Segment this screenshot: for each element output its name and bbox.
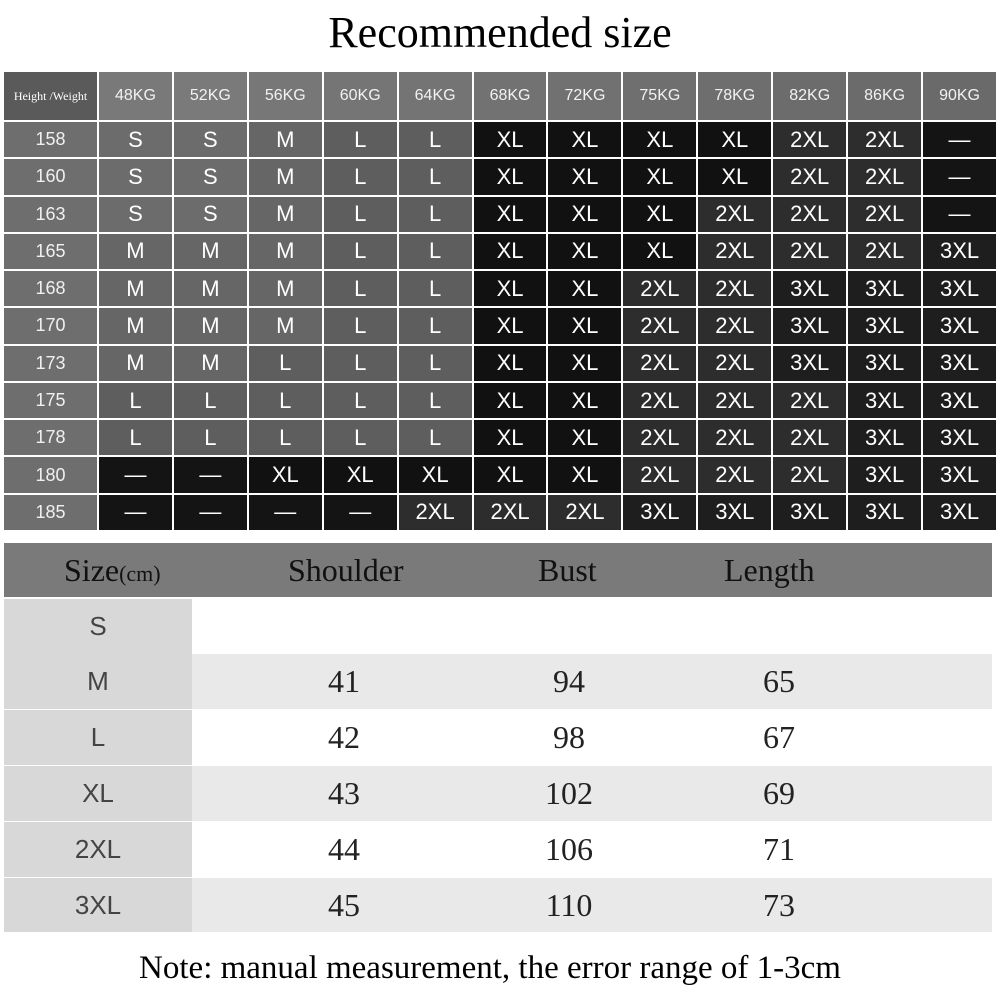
size-column-header	[64, 543, 161, 597]
size-cell: 3XL	[848, 271, 921, 306]
size-cell: 3XL	[923, 346, 996, 381]
shoulder-column-header: Shoulder	[288, 552, 404, 588]
grid-corner-label: Height /Weight	[4, 72, 97, 120]
size-cell: 3XL	[848, 308, 921, 343]
size-cell: —	[99, 495, 172, 530]
size-cell: —	[99, 457, 172, 492]
size-cell: 3XL	[773, 271, 846, 306]
size-cell: 3XL	[698, 495, 771, 530]
shoulder-value: 44	[328, 831, 360, 867]
size-cell: —	[174, 457, 247, 492]
size-cell: M	[249, 197, 322, 232]
size-cell: XL	[548, 346, 621, 381]
size-cell: M	[174, 346, 247, 381]
size-cell: —	[324, 495, 397, 530]
bust-value: 102	[545, 775, 593, 811]
size-cell: S	[99, 122, 172, 157]
size-cell: XL	[548, 271, 621, 306]
size-cell: M	[174, 234, 247, 269]
size-cell: XL	[698, 122, 771, 157]
size-cell: XL	[623, 122, 696, 157]
size-cell: S	[174, 122, 247, 157]
size-cell: M	[99, 308, 172, 343]
shoulder-value: 41	[328, 663, 360, 699]
size-cell: 2XL	[548, 495, 621, 530]
weight-header: 86KG	[848, 72, 921, 120]
size-cell: L	[399, 420, 472, 455]
size-cell: L	[324, 197, 397, 232]
size-cell: L	[399, 159, 472, 194]
size-cell: XL	[474, 308, 547, 343]
measurement-row	[4, 878, 992, 932]
size-cell: 2XL	[623, 271, 696, 306]
length-column-header: Length	[724, 552, 815, 588]
bust-value: 110	[545, 886, 593, 923]
size-cell: —	[174, 495, 247, 530]
height-header: 163	[4, 197, 97, 232]
size-cell: XL	[548, 420, 621, 455]
length-value: 65	[763, 663, 795, 699]
height-header: 185	[4, 495, 97, 530]
size-cell: XL	[474, 159, 547, 194]
size-cell: M	[99, 346, 172, 381]
size-cell: 3XL	[923, 308, 996, 343]
size-cell: XL	[249, 457, 322, 492]
height-header: 168	[4, 271, 97, 306]
size-cell: 2XL	[698, 234, 771, 269]
size-cell: M	[249, 159, 322, 194]
size-cell: 3XL	[923, 457, 996, 492]
size-cell: L	[324, 308, 397, 343]
size-cell: 3XL	[848, 420, 921, 455]
size-cell: L	[249, 420, 322, 455]
measurement-size-cell: S	[4, 599, 192, 654]
height-header: 160	[4, 159, 97, 194]
length-value: 73	[763, 886, 795, 923]
size-cell: L	[399, 383, 472, 418]
size-cell: 3XL	[773, 308, 846, 343]
weight-header: 48KG	[99, 72, 172, 120]
size-cell: L	[324, 122, 397, 157]
measurement-size-cell: XL	[4, 766, 192, 821]
size-cell: XL	[399, 457, 472, 492]
shoulder-value: 45	[328, 886, 360, 923]
size-cell: 2XL	[623, 308, 696, 343]
size-cell: 2XL	[698, 346, 771, 381]
size-cell: XL	[548, 197, 621, 232]
size-cell: L	[399, 234, 472, 269]
bust-value: 106	[545, 831, 593, 867]
size-cell: 2XL	[773, 457, 846, 492]
size-cell: M	[249, 271, 322, 306]
size-cell: XL	[474, 420, 547, 455]
size-cell: 3XL	[923, 495, 996, 530]
size-cell: 2XL	[773, 159, 846, 194]
size-cell: 3XL	[773, 346, 846, 381]
size-cell: S	[174, 197, 247, 232]
size-cell: L	[324, 383, 397, 418]
size-cell: 2XL	[773, 234, 846, 269]
bust-value: 98	[553, 719, 585, 755]
measurement-size-cell: M	[4, 654, 192, 709]
weight-header: 68KG	[474, 72, 547, 120]
size-cell: 2XL	[848, 234, 921, 269]
measurement-row	[4, 599, 992, 654]
size-cell: M	[99, 234, 172, 269]
weight-header: 78KG	[698, 72, 771, 120]
size-cell: 2XL	[623, 346, 696, 381]
length-value: 71	[763, 831, 795, 867]
size-cell: M	[249, 308, 322, 343]
size-cell: —	[923, 197, 996, 232]
size-cell: 2XL	[623, 420, 696, 455]
weight-header: 56KG	[249, 72, 322, 120]
size-cell: 2XL	[698, 197, 771, 232]
size-cell: L	[399, 346, 472, 381]
size-unit-label: (cm)	[119, 561, 161, 586]
size-cell: S	[99, 197, 172, 232]
size-cell: 2XL	[773, 383, 846, 418]
shoulder-value: 42	[328, 719, 360, 755]
size-cell: XL	[548, 308, 621, 343]
size-cell: 3XL	[923, 420, 996, 455]
size-cell: L	[324, 159, 397, 194]
weight-header: 72KG	[548, 72, 621, 120]
size-cell: 2XL	[773, 122, 846, 157]
size-cell: 3XL	[923, 271, 996, 306]
bust-column-header: Bust	[538, 552, 597, 588]
size-cell: 2XL	[698, 383, 771, 418]
size-cell: L	[99, 420, 172, 455]
size-cell: 2XL	[848, 122, 921, 157]
size-cell: XL	[474, 383, 547, 418]
size-cell: L	[324, 234, 397, 269]
shoulder-value: 43	[328, 775, 360, 811]
length-value: 67	[763, 719, 795, 755]
measurement-table-header	[4, 543, 992, 597]
size-cell: L	[99, 383, 172, 418]
size-cell: 3XL	[848, 495, 921, 530]
size-cell: XL	[623, 234, 696, 269]
size-cell: 2XL	[773, 197, 846, 232]
size-cell: 2XL	[848, 159, 921, 194]
size-cell: L	[399, 271, 472, 306]
size-cell: L	[174, 383, 247, 418]
size-cell: XL	[623, 159, 696, 194]
size-cell: L	[399, 197, 472, 232]
bust-value: 94	[553, 663, 585, 699]
size-cell: M	[249, 234, 322, 269]
measurement-size-cell: 2XL	[4, 822, 192, 877]
size-cell: M	[99, 271, 172, 306]
size-cell: 3XL	[848, 457, 921, 492]
weight-header: 60KG	[324, 72, 397, 120]
bust-value	[529, 599, 609, 654]
size-cell: 3XL	[773, 495, 846, 530]
size-cell: —	[249, 495, 322, 530]
size-cell: XL	[548, 159, 621, 194]
size-cell: —	[923, 159, 996, 194]
size-cell: L	[324, 420, 397, 455]
size-cell: L	[174, 420, 247, 455]
measurement-note: Note: manual measurement, the error range of 1-3cm	[139, 950, 841, 986]
size-cell: XL	[474, 234, 547, 269]
size-cell: 2XL	[474, 495, 547, 530]
size-cell: XL	[324, 457, 397, 492]
measurement-row	[4, 822, 992, 877]
size-cell: XL	[474, 457, 547, 492]
measurement-size-cell: L	[4, 710, 192, 765]
measurement-row	[4, 654, 992, 709]
shoulder-value	[304, 599, 384, 654]
height-header: 175	[4, 383, 97, 418]
size-cell: 2XL	[773, 420, 846, 455]
height-header: 158	[4, 122, 97, 157]
weight-header: 64KG	[399, 72, 472, 120]
size-cell: M	[174, 271, 247, 306]
length-value: 69	[763, 775, 795, 811]
height-header: 178	[4, 420, 97, 455]
size-cell: XL	[623, 197, 696, 232]
size-cell: XL	[548, 122, 621, 157]
page-title: Recommended size	[328, 8, 672, 57]
size-cell: M	[249, 122, 322, 157]
size-cell: S	[174, 159, 247, 194]
measurement-row	[4, 710, 992, 765]
size-cell: 2XL	[848, 197, 921, 232]
size-cell: L	[399, 122, 472, 157]
weight-header: 82KG	[773, 72, 846, 120]
size-cell: XL	[548, 234, 621, 269]
size-cell: 3XL	[848, 383, 921, 418]
height-header: 170	[4, 308, 97, 343]
size-cell: XL	[474, 271, 547, 306]
size-cell: L	[249, 383, 322, 418]
size-cell: XL	[474, 346, 547, 381]
size-cell: 2XL	[399, 495, 472, 530]
size-cell: XL	[698, 159, 771, 194]
size-cell: L	[324, 346, 397, 381]
size-cell: 3XL	[923, 234, 996, 269]
size-cell: L	[399, 308, 472, 343]
size-cell: 3XL	[923, 383, 996, 418]
measurement-size-cell: 3XL	[4, 878, 192, 932]
size-column-label: Size	[64, 552, 120, 588]
size-cell: L	[249, 346, 322, 381]
size-cell: 2XL	[623, 383, 696, 418]
measurement-row	[4, 766, 992, 821]
size-cell: S	[99, 159, 172, 194]
size-cell: XL	[474, 197, 547, 232]
size-cell: 2XL	[698, 457, 771, 492]
height-header: 165	[4, 234, 97, 269]
size-cell: 2XL	[623, 457, 696, 492]
size-cell: XL	[474, 122, 547, 157]
weight-header: 90KG	[923, 72, 996, 120]
size-cell: XL	[548, 457, 621, 492]
size-cell: L	[324, 271, 397, 306]
size-recommendation-grid	[4, 72, 996, 530]
height-header: 173	[4, 346, 97, 381]
length-value	[739, 599, 819, 654]
size-cell: XL	[548, 383, 621, 418]
height-header: 180	[4, 457, 97, 492]
size-cell: 2XL	[698, 308, 771, 343]
size-cell: —	[923, 122, 996, 157]
size-cell: 3XL	[623, 495, 696, 530]
size-cell: M	[174, 308, 247, 343]
size-cell: 2XL	[698, 420, 771, 455]
weight-header: 52KG	[174, 72, 247, 120]
size-cell: 2XL	[698, 271, 771, 306]
size-cell: 3XL	[848, 346, 921, 381]
weight-header: 75KG	[623, 72, 696, 120]
